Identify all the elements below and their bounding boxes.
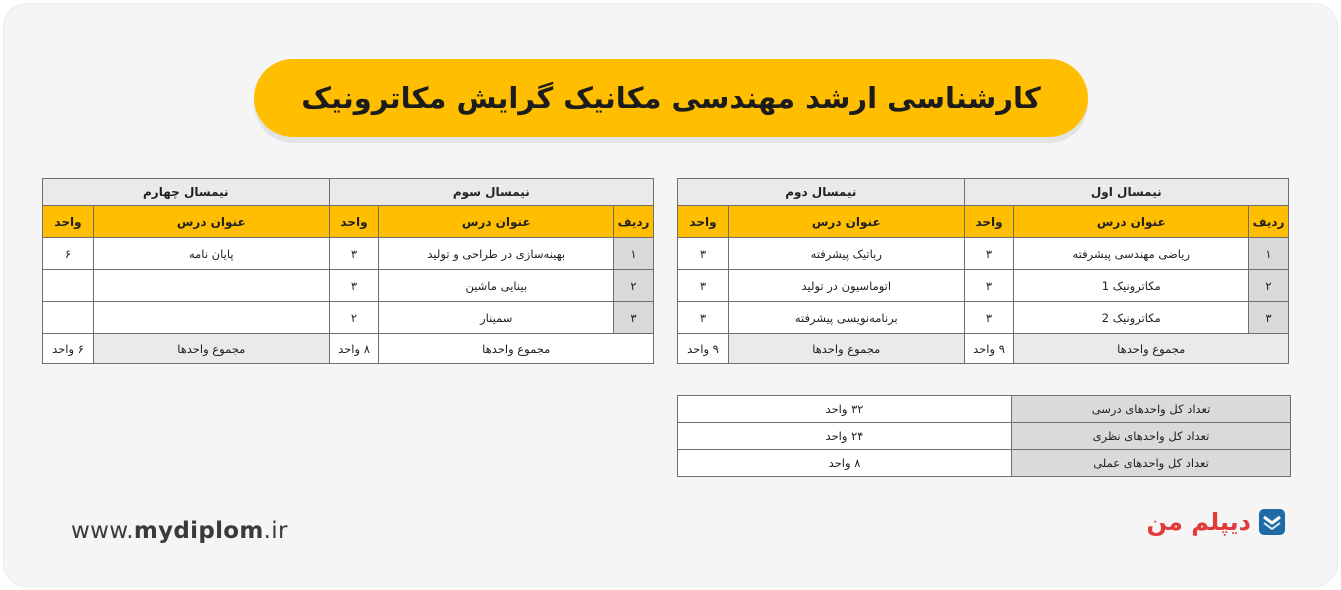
semester-4-header: نیمسال چهارم [43,179,330,206]
url-suffix: .ir [263,518,288,544]
course-units [43,270,94,302]
totals-value: ۸ واحد [678,450,1012,477]
row-number: ۱ [614,238,654,270]
table-row [43,270,654,302]
row-number: ۲ [614,270,654,302]
row-number: ۳ [614,302,654,334]
semesters-1-2-table [677,178,1289,364]
course-title: رباتیک پیشرفته [728,238,964,270]
sum-label: مجموع واحدها [728,334,964,364]
row-number: ۳ [1249,302,1289,334]
course-title [94,302,330,334]
semester-3-header: نیمسال سوم [329,179,653,206]
sum-value: ۹ واحد [678,334,729,364]
totals-label: تعداد کل واحدهای درسی [1012,396,1291,423]
course-units: ۳ [678,302,729,334]
row-number-header: ردیف [1249,206,1289,238]
brand-name: دیپلم من [1146,508,1251,536]
course-units: ۳ [964,302,1014,334]
course-units: ۳ [964,238,1014,270]
totals-label: تعداد کل واحدهای عملی [1012,450,1291,477]
totals-value: ۲۴ واحد [678,423,1012,450]
table-row [43,238,654,270]
totals-table [677,395,1291,477]
units-header: واحد [678,206,729,238]
course-units: ۳ [964,270,1014,302]
course-title: پایان نامه [94,238,330,270]
table-row [678,396,1291,423]
course-title: مکاترونیک 1 [1014,270,1249,302]
sum-label: مجموع واحدها [379,334,654,364]
course-units: ۳ [678,238,729,270]
row-number: ۱ [1249,238,1289,270]
course-title: بینایی ماشین [379,270,614,302]
diploma-logo-icon [1259,509,1285,535]
website-url[interactable] [71,518,288,544]
course-units: ۲ [329,302,379,334]
table-row [43,302,654,334]
course-title: مکاترونیک 2 [1014,302,1249,334]
semester-1-header: نیمسال اول [964,179,1288,206]
table-row [678,450,1291,477]
units-header: واحد [964,206,1014,238]
table-row [678,238,1289,270]
units-header: واحد [329,206,379,238]
table-row [678,302,1289,334]
course-title: ریاضی مهندسی پیشرفته [1014,238,1249,270]
units-header: واحد [43,206,94,238]
page-title: کارشناسی ارشد مهندسی مکانیک گرایش مکاترونیک [301,81,1041,115]
course-title-header: عنوان درس [1014,206,1249,238]
row-number-header: ردیف [614,206,654,238]
sum-row [678,334,1289,364]
course-units: ۳ [329,270,379,302]
sum-row [43,334,654,364]
url-prefix: www. [71,518,134,544]
course-units [43,302,94,334]
sum-value: ۸ واحد [329,334,379,364]
totals-value: ۳۲ واحد [678,396,1012,423]
course-title: اتوماسیون در تولید [728,270,964,302]
course-title: سمینار [379,302,614,334]
sum-value: ۶ واحد [43,334,94,364]
course-units: ۳ [678,270,729,302]
course-units: ۳ [329,238,379,270]
sum-value: ۹ واحد [964,334,1014,364]
course-title: برنامه‌نویسی پیشرفته [728,302,964,334]
course-title-header: عنوان درس [94,206,330,238]
table-row [678,423,1291,450]
course-title: بهینه‌سازی در طراحی و تولید [379,238,614,270]
brand-logo [1146,508,1285,536]
course-title-header: عنوان درس [379,206,614,238]
table-row [678,270,1289,302]
sum-label: مجموع واحدها [94,334,330,364]
course-units: ۶ [43,238,94,270]
url-name: mydiplom [133,518,264,544]
totals-label: تعداد کل واحدهای نظری [1012,423,1291,450]
course-title-header: عنوان درس [728,206,964,238]
title-banner [254,59,1088,137]
sum-label: مجموع واحدها [1014,334,1289,364]
course-title [94,270,330,302]
semesters-3-4-table [42,178,654,364]
row-number: ۲ [1249,270,1289,302]
semester-2-header: نیمسال دوم [678,179,965,206]
